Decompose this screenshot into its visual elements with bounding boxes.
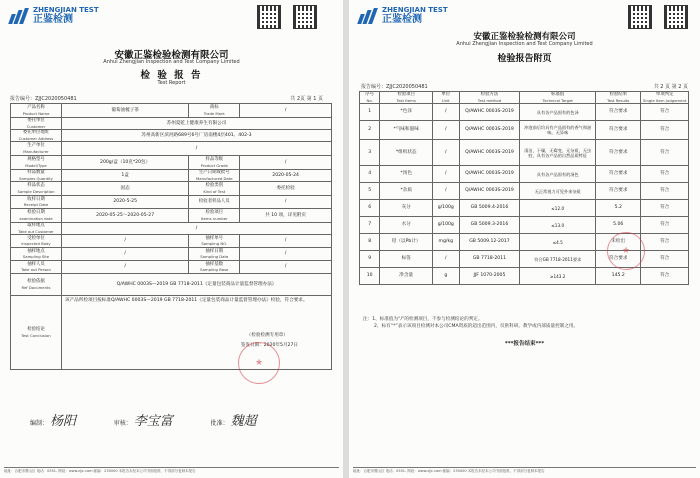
info-row xyxy=(11,182,332,196)
table-cell: / xyxy=(433,104,460,121)
field-value: / xyxy=(240,248,332,261)
field-value: / xyxy=(62,223,332,235)
column-header-cn: 序号 xyxy=(365,92,375,97)
info-row xyxy=(11,142,332,156)
column-header-cn: 单位 xyxy=(441,92,451,97)
info-row xyxy=(11,156,332,170)
field-value: 苏州夏乾上健康养生有限公司 xyxy=(62,118,332,130)
field-label xyxy=(11,235,62,248)
field-label xyxy=(11,142,62,156)
table-cell: 5.06 xyxy=(596,217,641,234)
field-value: 共 10 项，详见附页 xyxy=(240,209,332,223)
field-label-en: Product Grade xyxy=(200,162,228,168)
ref-documents-value: Q/AWHC 0003S—2019 GB 7718-2011《定量包装商品计量监督管理办法》 xyxy=(62,274,332,296)
table-cell: 7 xyxy=(360,217,380,234)
appendix-title: 检验报告附页 xyxy=(497,54,552,64)
column-header-cn: 检验项目 xyxy=(397,92,415,97)
field-value: / xyxy=(240,261,332,274)
company-logo xyxy=(357,6,448,25)
info-row xyxy=(11,196,332,209)
table-cell: 符合 xyxy=(641,268,689,285)
qr-code-icon xyxy=(665,6,687,28)
table-cell: ≤13.0 xyxy=(520,217,596,234)
field-label-en: Trade Mark xyxy=(203,110,225,116)
table-cell: 具有各产品固有的色泽 xyxy=(520,104,596,121)
table-cell: 6 xyxy=(360,200,380,217)
logo-mark-icon xyxy=(357,8,379,24)
table-cell: 5.2 xyxy=(596,200,641,217)
field-label-en: Sampling Date xyxy=(200,254,229,259)
field-label xyxy=(11,196,62,209)
field-label-en: Product Name xyxy=(22,110,50,116)
field-label-en: Model/Type xyxy=(25,162,47,168)
table-cell: 符合 xyxy=(641,200,689,217)
info-row xyxy=(11,209,332,223)
field-label xyxy=(189,248,240,261)
column-header-cn: 标准值 xyxy=(551,92,565,97)
table-cell: / xyxy=(433,251,460,268)
field-value: / xyxy=(240,156,332,170)
field-label xyxy=(189,261,240,274)
field-label-cn: 样品等级 xyxy=(205,157,224,163)
field-value: 委托检验 xyxy=(240,182,332,196)
table-cell: 5 xyxy=(360,183,380,200)
field-label xyxy=(11,296,62,370)
brand-name: 正鉴检测 xyxy=(33,14,73,25)
field-value: 葡萄油梳子茶 xyxy=(62,104,189,118)
field-label-cn: 抽样基数 xyxy=(205,261,224,267)
column-header xyxy=(596,92,641,104)
field-label-en: Take out Customer xyxy=(18,228,54,234)
table-cell: 符合要求 xyxy=(596,183,641,200)
page-footer: 地址：合肥市蜀山区 电话：0551- 网址：www.zjjc.com 邮编：230000 本报告未经本公司书面批准，不得部分复制本报告 xyxy=(353,467,696,473)
table-cell: 符合 xyxy=(641,234,689,251)
table-cell: 符合 xyxy=(641,140,689,166)
report-info-table xyxy=(10,103,332,370)
field-value: 2020-05-24 xyxy=(240,170,332,182)
column-header-en: Technical Target xyxy=(542,97,573,103)
field-value: 苏州高新区滨河路689号6号厂房南楼4层401、402-3 xyxy=(62,130,332,142)
field-label-cn: 规格型号 xyxy=(27,157,45,163)
field-label xyxy=(189,182,240,196)
table-row xyxy=(360,183,689,200)
company-name-cn: 安徽正鉴检验检测有限公司 xyxy=(114,50,229,61)
field-label-cn: 检验日期 xyxy=(27,210,45,216)
table-cell: 符合 xyxy=(641,121,689,140)
table-cell: 具有各产品固有的汤色 xyxy=(520,166,596,183)
field-label-cn: 受检单位 xyxy=(27,235,45,241)
field-label-en: Ref Documents xyxy=(21,284,51,290)
field-label-en: Samples Quantity xyxy=(19,175,53,181)
field-label-cn: 检验者样品人员 xyxy=(198,199,230,205)
info-row xyxy=(11,130,332,142)
column-header xyxy=(360,92,380,104)
logo-mark-icon xyxy=(8,8,30,24)
field-label-en: Items number xyxy=(200,215,228,221)
table-row xyxy=(360,268,689,285)
table-cell: g/100g xyxy=(433,217,460,234)
field-label-cn: 取样地点 xyxy=(27,223,45,229)
column-header xyxy=(380,92,433,104)
table-cell: 符合要求 xyxy=(596,251,641,268)
seal-caption: （检验检测专用章） xyxy=(246,333,288,339)
field-value: / xyxy=(240,104,332,118)
report-number: 报告编号：ZJJC2020050481 xyxy=(361,84,428,90)
table-cell: 净含量 xyxy=(380,268,433,285)
field-label-en: Test Conclusion xyxy=(21,332,51,338)
page-indicator: 共 2页 第 1 页 xyxy=(290,96,323,102)
field-label xyxy=(189,170,240,182)
table-cell: GB 5009.3-2016 xyxy=(459,217,520,234)
field-value: / xyxy=(62,261,189,274)
table-cell: 符合要求 xyxy=(596,166,641,183)
table-cell: 符合要求 xyxy=(596,121,641,140)
table-cell: JJF 1070-2005 xyxy=(459,268,520,285)
table-cell: 标签 xyxy=(380,251,433,268)
field-label-en: examination date xyxy=(19,215,53,221)
table-cell: 水分 xyxy=(380,217,433,234)
table-cell: Q/AWHC 0003S-2019 xyxy=(459,183,520,200)
table-cell: GB 7718-2011 xyxy=(459,251,520,268)
review-label: 审核： xyxy=(113,420,132,427)
column-header xyxy=(520,92,596,104)
notes-block xyxy=(363,316,578,330)
field-label xyxy=(11,182,62,196)
field-label-en: Customer Address xyxy=(18,135,54,141)
field-label xyxy=(189,209,240,223)
column-header-en: Test Results xyxy=(607,97,630,103)
table-cell: Q/AWHC 0003S-2019 xyxy=(459,121,520,140)
field-label xyxy=(11,170,62,182)
qr-code-icon xyxy=(258,6,280,28)
table-cell: 符合要求 xyxy=(596,104,641,121)
approve-label: 批准： xyxy=(210,420,229,427)
table-cell: / xyxy=(433,140,460,166)
table-cell: 符合 xyxy=(641,217,689,234)
field-label-cn: 生产日期或批号 xyxy=(198,170,230,176)
field-value: 2020-5-25 xyxy=(62,196,189,209)
table-cell: GB 5009.12-2017 xyxy=(459,234,520,251)
table-cell: mg/kg xyxy=(433,234,460,251)
table-row xyxy=(360,121,689,140)
field-label xyxy=(11,261,62,274)
field-label-en: Sampling Base xyxy=(200,267,229,272)
table-cell: 3 xyxy=(360,140,380,166)
field-value: / xyxy=(62,142,332,156)
official-seal-icon xyxy=(607,232,645,270)
table-cell: 未检出 xyxy=(596,234,641,251)
column-header-en: Unit xyxy=(441,97,450,103)
field-label-cn: 样品状态 xyxy=(27,183,45,189)
field-label xyxy=(11,130,62,142)
issue-date: 签发日期：2020年5月27日 xyxy=(240,342,298,348)
table-cell: 符合 xyxy=(641,251,689,268)
field-label xyxy=(11,104,62,118)
table-cell: *色泽 xyxy=(380,104,433,121)
table-cell: g/100g xyxy=(433,200,460,217)
info-row xyxy=(11,248,332,261)
field-value: / xyxy=(62,235,189,248)
field-value: / xyxy=(240,196,332,209)
field-label-cn: 检验项目 xyxy=(205,210,224,216)
field-label-cn: 收样日期 xyxy=(27,196,45,202)
table-cell: 10 xyxy=(360,268,380,285)
table-cell: Q/AWHC 0003S-2019 xyxy=(459,104,520,121)
table-cell: ≤4.5 xyxy=(520,234,596,251)
field-label-en: Manufactured Date xyxy=(195,175,233,181)
field-label-en: Inspected Body xyxy=(21,241,51,246)
info-row xyxy=(11,118,332,130)
brand-name: 正鉴检测 xyxy=(382,14,422,25)
column-header-en: No. xyxy=(366,97,373,103)
table-cell: 8 xyxy=(360,234,380,251)
field-value: 1盒 xyxy=(62,170,189,182)
table-cell: *汤色 xyxy=(380,166,433,183)
conclusion-cell xyxy=(62,296,332,370)
field-label-cn: 委托单位地址 xyxy=(22,130,50,136)
field-value: / xyxy=(240,235,332,248)
table-cell: Q/AWHC 0003S-2019 xyxy=(459,166,520,183)
info-row xyxy=(11,104,332,118)
column-header-cn: 检验方法 xyxy=(480,92,499,97)
company-name-cn: 安徽正鉴检验检测有限公司 xyxy=(473,32,576,42)
report-end-marker: ***报告结束*** xyxy=(504,341,545,347)
table-cell: ≥143.2 xyxy=(520,268,596,285)
company-name-en: Anhui Zhengjian Inspection and Test Company Limited xyxy=(456,41,593,47)
qr-code-icon xyxy=(629,6,651,28)
report-number: 报告编号：ZJJC2020050481 xyxy=(10,96,77,102)
note-2: 2、标有“*”表示该项目检测对本公司CMA资质的超出范围内，仅供科研、教学或内部质量控制之用。 xyxy=(374,324,579,329)
report-title: 检 验 报 告 xyxy=(140,70,203,81)
table-row xyxy=(360,166,689,183)
column-header-cn: 单项判定 xyxy=(655,92,674,97)
info-row xyxy=(11,296,332,370)
table-cell: 冲泡前后均具有产品固有的香气和滋味，无异味 xyxy=(520,121,596,140)
field-value: 200g/盒（10克*20包） xyxy=(62,156,189,170)
info-row xyxy=(11,261,332,274)
table-cell: *杂质 xyxy=(380,183,433,200)
compile-label: 编制： xyxy=(30,420,49,427)
brand-en: ZHENGJIAN TEST xyxy=(33,6,99,14)
field-label xyxy=(11,209,62,223)
field-label xyxy=(189,196,240,209)
compile-signature: 杨阳 xyxy=(49,414,76,429)
field-label xyxy=(11,274,62,296)
field-label-en: Kind of Test xyxy=(203,188,226,194)
table-cell: 符合 xyxy=(641,166,689,183)
table-cell: 9 xyxy=(360,251,380,268)
table-cell: 符合 xyxy=(641,104,689,121)
official-seal-icon xyxy=(238,342,280,384)
field-label-en: Manufacturer xyxy=(23,148,49,154)
conclusion-text: 该产品所检项目按标准Q/AWHC 0003S—2019 GB 7718-2011《定量包装商品计量监督管理办法》检验，符合要求。 xyxy=(65,298,308,303)
field-value: 固态 xyxy=(62,182,189,196)
field-label xyxy=(189,104,240,118)
report-page-2 xyxy=(349,0,700,478)
table-row xyxy=(360,217,689,234)
field-label-cn: 抽样地点 xyxy=(27,248,45,254)
field-label xyxy=(11,156,62,170)
column-header-en: Test Items xyxy=(396,97,416,103)
field-label-en: Sampling NO. xyxy=(201,241,228,246)
info-row xyxy=(11,235,332,248)
table-cell: 铅（以Pb计） xyxy=(380,234,433,251)
report-title-en: Test Report xyxy=(157,80,186,86)
field-label-en: Take out Person xyxy=(21,267,51,272)
table-cell: / xyxy=(433,166,460,183)
table-row xyxy=(360,200,689,217)
table-row xyxy=(360,140,689,166)
field-label-cn: 检验结论 xyxy=(27,327,45,333)
note-1: 注：1、标准值为“/”的检测项目，不参与检测结论的判定。 xyxy=(363,317,483,322)
field-label-cn: 样品数量 xyxy=(27,170,45,176)
field-label-cn: 商标 xyxy=(209,105,219,111)
brand-en: ZHENGJIAN TEST xyxy=(382,6,448,14)
table-cell: / xyxy=(433,121,460,140)
table-cell: 1 xyxy=(360,104,380,121)
field-label-cn: 抽样单号 xyxy=(205,235,224,241)
field-label xyxy=(189,235,240,248)
field-value: 2020-05-25～2020-05-27 xyxy=(62,209,189,223)
field-value: / xyxy=(62,248,189,261)
column-header xyxy=(641,92,689,104)
table-cell: *气味和滋味 xyxy=(380,121,433,140)
table-cell: 无正常视力可见外来杂质 xyxy=(520,183,596,200)
field-label-en: Receipt Date xyxy=(23,202,49,207)
field-label-cn: 抽样日期 xyxy=(205,248,224,254)
field-label-en: Sample Description xyxy=(17,188,55,194)
column-header-en: Test method xyxy=(477,97,502,103)
field-label-en: Customer xyxy=(26,123,46,129)
info-row xyxy=(11,274,332,296)
table-cell: 符合GB 7718-2011要求 xyxy=(520,251,596,268)
field-label xyxy=(11,223,62,235)
info-row xyxy=(11,223,332,235)
field-label xyxy=(189,156,240,170)
table-row xyxy=(360,104,689,121)
page-indicator: 共 2 页 第 2 页 xyxy=(653,84,688,90)
qr-code-icon xyxy=(294,6,316,28)
table-cell: 清洁，干燥，无霉变，无杂质，无虫蛀，具有各产品的自然品质特征 xyxy=(520,140,596,166)
field-label-cn: 生产单位 xyxy=(27,143,45,149)
table-cell: ≤12.0 xyxy=(520,200,596,217)
table-cell: / xyxy=(433,183,460,200)
info-row xyxy=(11,170,332,182)
table-cell: 灰分 xyxy=(380,200,433,217)
field-label-cn: 检验依据 xyxy=(27,279,45,285)
report-page-1 xyxy=(0,0,343,478)
table-cell: 145.2 xyxy=(596,268,641,285)
approve-signature: 魏超 xyxy=(230,414,257,429)
field-label-cn: 委托单位 xyxy=(27,118,45,124)
column-header xyxy=(433,92,460,104)
column-header-cn: 检验结果 xyxy=(609,92,628,97)
field-label xyxy=(11,248,62,261)
field-label xyxy=(11,118,62,130)
company-logo xyxy=(8,6,99,25)
review-signature: 李宝富 xyxy=(133,414,173,429)
table-cell: 符合 xyxy=(641,183,689,200)
table-cell: 2 xyxy=(360,121,380,140)
field-label-cn: 抽样人员 xyxy=(27,261,45,267)
column-header xyxy=(459,92,520,104)
field-label-cn: 检验类别 xyxy=(205,183,224,189)
company-name-en: Anhui Zhengjian Inspection and Test Company Limited xyxy=(103,59,240,65)
field-label-en: Sampling Site xyxy=(22,254,50,259)
table-cell: g xyxy=(433,268,460,285)
column-header-en: Single Item Judgement xyxy=(643,97,687,103)
field-label-cn: 产品名称 xyxy=(27,105,45,111)
table-cell: *组织状态 xyxy=(380,140,433,166)
table-cell: 4 xyxy=(360,166,380,183)
signature-block xyxy=(30,410,257,429)
table-cell: 符合要求 xyxy=(596,140,641,166)
table-cell: GB 5009.4-2016 xyxy=(459,200,520,217)
page-footer: 地址：合肥市蜀山区 电话：0551- 网址：www.zjjc.com 邮编：230000 本报告未经本公司书面批准，不得部分复制本报告 xyxy=(4,467,339,473)
table-cell: Q/AWHC 0003S-2019 xyxy=(459,140,520,166)
